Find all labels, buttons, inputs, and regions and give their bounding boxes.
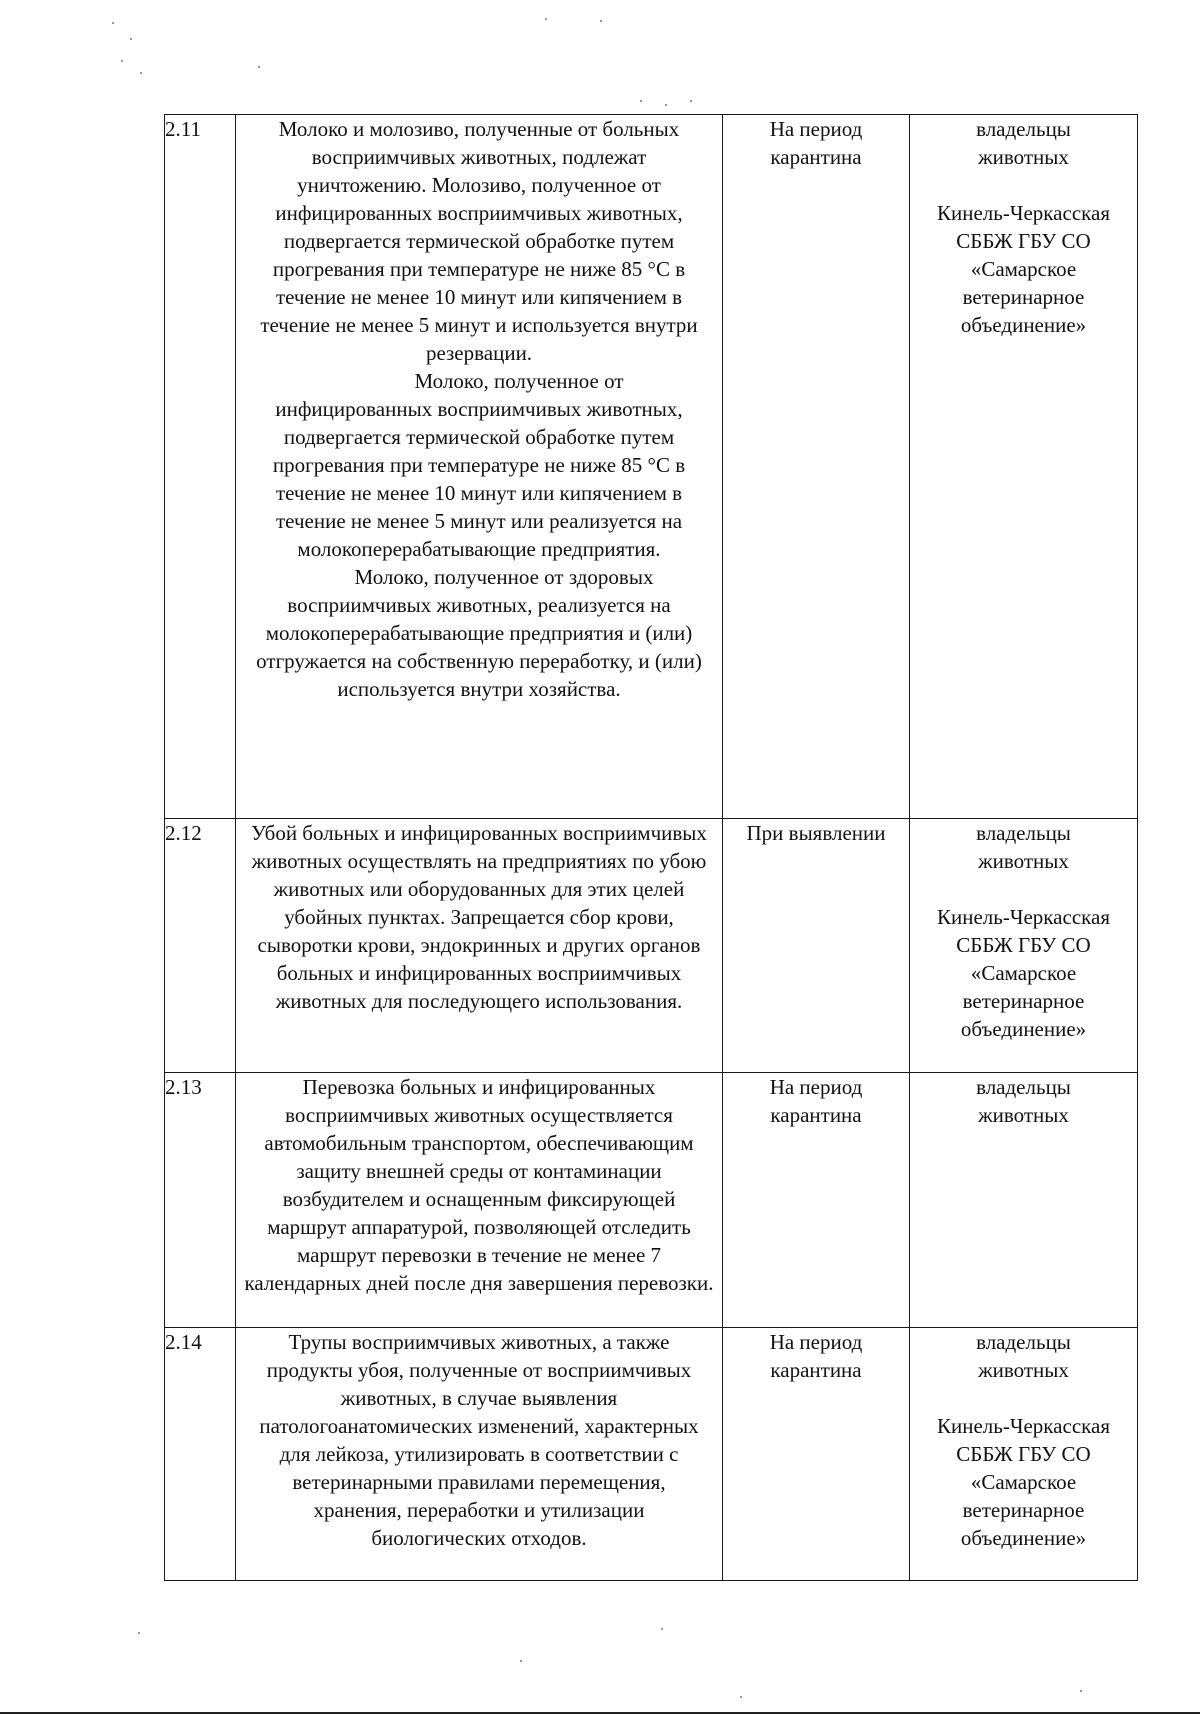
row-number: 2.14 xyxy=(165,1328,236,1581)
measure-description xyxy=(236,115,723,819)
responsible-owners: владельцы животных xyxy=(976,117,1071,169)
scan-speck xyxy=(258,66,260,68)
period-text: На период карантина xyxy=(769,117,863,169)
row-number: 2.12 xyxy=(165,819,236,1073)
table-row xyxy=(165,1328,1138,1581)
scan-speck xyxy=(138,1632,140,1634)
responsible-owners: владельцы животных xyxy=(976,1075,1071,1127)
responsible-owners: владельцы животных xyxy=(976,821,1071,873)
responsible-cell xyxy=(910,819,1138,1073)
responsible-organization: Кинель-Черкасская СББЖ ГБУ СО «Самарское ветеринарное объединение» xyxy=(936,201,1111,337)
responsible-organization: Кинель-Черкасская СББЖ ГБУ СО «Самарское ветеринарное объединение» xyxy=(936,905,1111,1041)
paragraph: Перевозка больных и инфицированных восприимчивых животных осуществляется автомобильным транспортом, обеспечивающим защиту внешней среды от контаминации возбудителем и оснащенным фиксирующей маршрут аппаратурой, позволяющей отследить маршрут перевозки в течение не менее 7 календарных дней после дня завершения перевозки. xyxy=(244,1075,714,1295)
period-cell xyxy=(723,115,910,819)
scan-speck xyxy=(640,100,642,102)
period-text: При выявлении xyxy=(746,821,886,845)
responsible-cell xyxy=(910,1328,1138,1581)
responsible-cell xyxy=(910,115,1138,819)
period-text: На период карантина xyxy=(769,1330,863,1382)
scan-speck xyxy=(545,18,547,20)
period-cell xyxy=(723,1073,910,1328)
period-cell xyxy=(723,819,910,1073)
responsible-owners: владельцы животных xyxy=(976,1330,1071,1382)
responsible-organization: Кинель-Черкасская СББЖ ГБУ СО «Самарское ветеринарное объединение» xyxy=(936,1414,1111,1550)
paragraph: Убой больных и инфицированных восприимчивых животных осуществлять на предприятиях по убою животных или оборудованных для этих целей убойных пунктах. Запрещается сбор крови, сыворотки крови, эндокринных и других органов больных и инфицированных восприимчивых животных для последующего использования. xyxy=(251,821,707,1013)
scan-speck xyxy=(600,20,602,22)
scan-speck xyxy=(130,38,132,40)
measure-description xyxy=(236,819,723,1073)
scan-speck xyxy=(740,1696,742,1698)
measure-description xyxy=(236,1073,723,1328)
scan-speck xyxy=(140,72,142,74)
period-cell xyxy=(723,1328,910,1581)
scan-speck xyxy=(520,1660,522,1662)
scan-speck xyxy=(121,60,123,62)
scan-speck xyxy=(1080,1690,1082,1692)
responsible-cell xyxy=(910,1073,1138,1328)
scan-speck xyxy=(665,104,667,106)
paragraph: Молоко и молозиво, полученные от больных восприимчивых животных, подлежат уничтожению. Молозиво, полученное от инфицированных восприимчивых животных, подвергается термической обработке путем прогревания при температуре не ниже 85 °С в течение не менее 10 минут или кипячением в течение не менее 5 минут и используется внутри резервации. xyxy=(260,117,698,365)
row-number: 2.11 xyxy=(165,115,236,819)
paragraph: Трупы восприимчивых животных, а также продукты убоя, полученные от восприимчивых животных, в случае выявления патологоанатомических изменений, характерных для лейкоза, утилизировать в соответствии с ветеринарными правилами перемещения, хранения, переработки и утилизации биологических отходов. xyxy=(259,1330,699,1550)
measures-table xyxy=(164,114,1138,1581)
paragraph: Молоко, полученное от здоровых восприимчивых животных, реализуется на молокоперерабатывающие предприятия и (или) отгружается на собственную переработку, и (или) используется внутри хозяйства. xyxy=(256,565,702,701)
table-row xyxy=(165,115,1138,819)
row-number: 2.13 xyxy=(165,1073,236,1328)
paragraph: Молоко, полученное от инфицированных восприимчивых животных, подвергается термической обработке путем прогревания при температуре не ниже 85 °С в течение не менее 10 минут или кипячением в течение не менее 5 минут или реализуется на молокоперерабатывающие предприятия. xyxy=(272,369,686,561)
scan-speck xyxy=(690,100,692,102)
scan-speck xyxy=(661,1628,663,1630)
table-row xyxy=(165,1073,1138,1328)
page-bottom-edge xyxy=(0,1712,1200,1714)
measure-description xyxy=(236,1328,723,1581)
period-text: На период карантина xyxy=(769,1075,863,1127)
table-row xyxy=(165,819,1138,1073)
scan-speck xyxy=(112,22,114,24)
